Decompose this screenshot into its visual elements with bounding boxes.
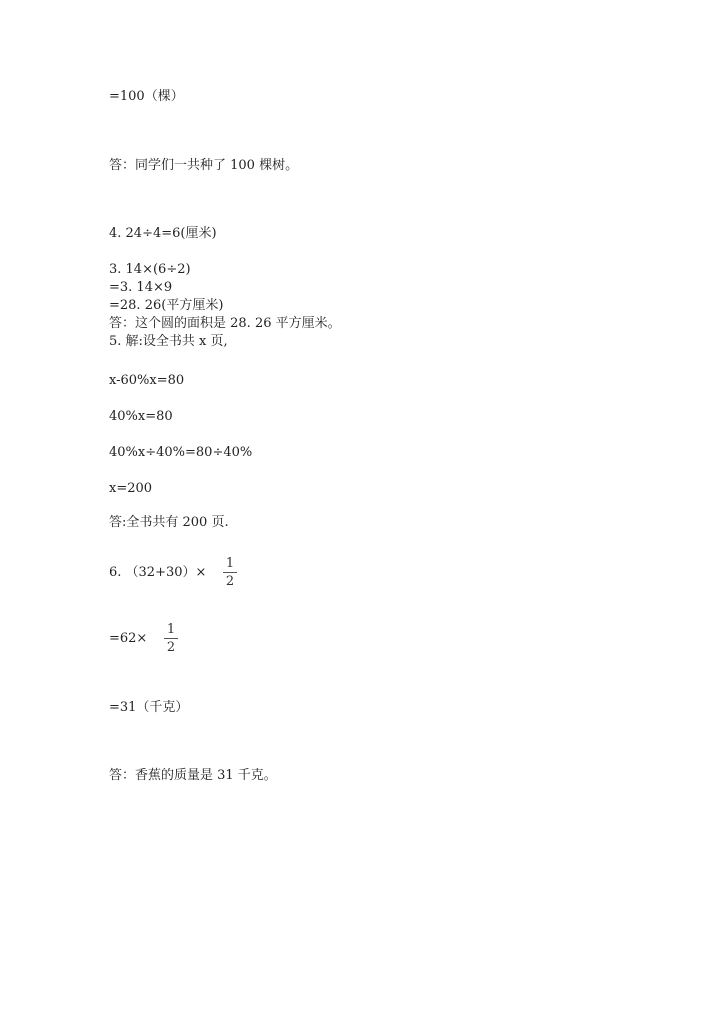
fraction-denominator: 2 [166, 640, 176, 655]
equation-line-1: x-60%x=80 [109, 373, 185, 388]
answer-line-1: 答：同学们一共种了 100 棵树。 [109, 158, 299, 173]
problem-4-line: 4. 24÷4=6(厘米) [109, 226, 217, 241]
fraction-numerator: 1 [225, 556, 235, 571]
fraction-one-half-1 [223, 557, 237, 588]
text-line-1: =100（棵） [109, 89, 184, 104]
problem-6-line: 6. （32+30）× [109, 565, 207, 580]
calc-line-5: =31（千克） [109, 700, 189, 715]
equation-line-2: 40%x=80 [109, 409, 173, 424]
equation-line-3: 40%x÷40%=80÷40% [109, 445, 253, 460]
calc-line-2: =3. 14×9 [109, 280, 173, 295]
calc-line-4: =62× [109, 631, 148, 646]
calc-line-1: 3. 14×(6÷2) [109, 262, 191, 277]
fraction-bar [223, 572, 237, 573]
answer-line-3: 答:全书共有 200 页. [109, 515, 229, 530]
fraction-bar [164, 638, 178, 639]
answer-line-2: 答：这个圆的面积是 28. 26 平方厘米。 [109, 316, 341, 331]
calc-line-3: =28. 26(平方厘米) [109, 298, 224, 313]
fraction-one-half-2 [164, 623, 178, 654]
problem-5-line: 5. 解:设全书共 x 页, [109, 334, 228, 349]
equation-line-4: x=200 [109, 481, 153, 496]
fraction-numerator: 1 [166, 622, 176, 637]
fraction-denominator: 2 [225, 574, 235, 589]
answer-line-4: 答：香蕉的质量是 31 千克。 [109, 768, 277, 783]
